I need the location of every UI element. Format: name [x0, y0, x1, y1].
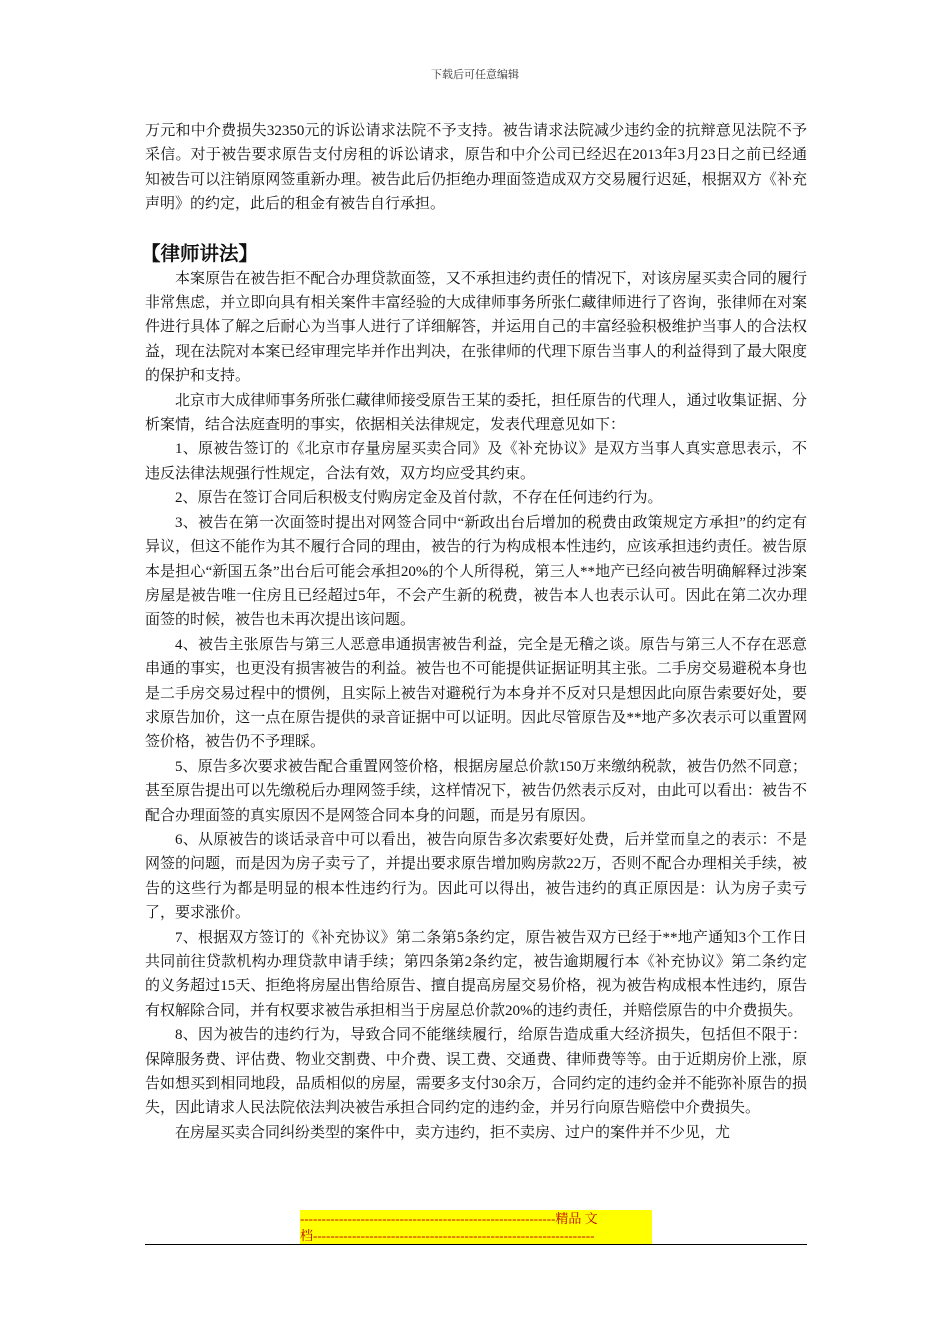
paragraph-point-5: 5、原告多次要求被告配合重置网签价格，根据房屋总价款150万来缴纳税款，被告仍然不同意；甚至原告提出可以先缴税后办理网签手续，这样情况下，被告仍然表示反对，由此可以看出：被告不配合办理面签的真实原因不是网签合同本身的问题，而是另有原因。	[145, 758, 807, 824]
paragraph-point-1: 1、原被告签订的《北京市存量房屋买卖合同》及《补充协议》是双方当事人真实意思表示，不违反法律法规强行性规定，合法有效，双方均应受其约束。	[145, 441, 807, 482]
footer-watermark	[300, 1210, 652, 1244]
paragraph-point-8: 8、因为被告的违约行为，导致合同不能继续履行，给原告造成重大经济损失，包括但不限于：保障服务费、评估费、物业交割费、中介费、误工费、交通费、律师费等等。由于近期房价上涨，原告如想买到相同地段，品质相似的房屋，需要多支付30余万，合同约定的违约金并不能弥补原告的损失，因此请求人民法院依法判决被告承担合同约定的违约金，并另行向原告赔偿中介费损失。	[145, 1027, 807, 1117]
section-title: 【律师讲法】	[141, 241, 259, 265]
paragraph-point-3: 3、被告在第一次面签时提出对网签合同中“新政出台后增加的税费由政策规定方承担”的约定有异议，但这不能作为其不履行合同的理由，被告的行为构成根本性违约，应该承担违约责任。被告原本是担心“新国五条”出台后可能会承担20%的个人所得税，第三人**地产已经向被告明确解释过涉案房屋是被告唯一住房且已经超过5年，不会产生新的税费，被告本人也表示认可。因此在第二次办理面签的时候，被告也未再次提出该问题。	[145, 514, 807, 629]
watermark-line-2: 档-----------------------------------------------------------------	[300, 1228, 595, 1243]
document-body	[141, 119, 807, 1145]
footer-divider	[145, 1244, 807, 1245]
page-header: 下载后可任意编辑	[431, 69, 519, 81]
intro-paragraph: 万元和中介费损失32350元的诉讼请求法院不予支持。被告请求法院减少违约金的抗辩意见法院不予采信。对于被告要求原告支付房租的诉讼请求，原告和中介公司已经迟在2013年3月23日之前已经通知被告可以注销原网签重新办理。被告此后仍拒绝办理面签造成双方交易履行迟延，根据双方《补充声明》的约定，此后的租金有被告自行承担。	[145, 123, 807, 213]
paragraph-point-6: 6、从原被告的谈话录音中可以看出，被告向原告多次索要好处费，后并堂而皇之的表示：不是网签的问题，而是因为房子卖亏了，并提出要求原告增加购房款22万，否则不配合办理相关手续，被告的这些行为都是明显的根本性违约行为。因此可以得出，被告违约的真正原因是：认为房子卖亏了，要求涨价。	[145, 831, 807, 922]
paragraph-point-7: 7、根据双方签订的《补充协议》第二条第5条约定，原告被告双方已经于**地产通知3个工作日共同前往贷款机构办理贷款申请手续；第四条第2条约定，被告逾期履行本《补充协议》第二条约定的义务超过15天、拒绝将房屋出售给原告、擅自提高房屋交易价格，视为被告构成根本性违约，原告有权解除合同，并有权要求被告承担相当于房屋总价款20%的违约责任，并赔偿原告的中介费损失。	[145, 929, 807, 1019]
paragraph-summary: 本案原告在被告拒不配合办理贷款面签，又不承担违约责任的情况下，对该房屋买卖合同的履行非常焦虑，并立即向具有相关案件丰富经验的大成律师事务所张仁藏律师进行了咨询，张律师在对案件进行具体了解之后耐心为当事人进行了详细解答，并运用自己的丰富经验积极维护当事人的合法权益，现在法院对本案已经审理完毕并作出判决，在张律师的代理下原告当事人的利益得到了最大限度的保护和支持。	[145, 270, 807, 385]
watermark-line-1: -----------------------------------------------------------精品 文	[300, 1211, 598, 1226]
paragraph-closing: 在房屋买卖合同纠纷类型的案件中，卖方违约，拒不卖房、过户的案件并不少见，尤	[175, 1124, 731, 1141]
paragraph-representation: 北京市大成律师事务所张仁藏律师接受原告王某的委托，担任原告的代理人，通过收集证据、分析案情，结合法庭查明的事实，依据相关法律规定，发表代理意见如下：	[145, 392, 807, 434]
paragraph-point-2: 2、原告在签订合同后积极支付购房定金及首付款，不存在任何违约行为。	[175, 490, 663, 507]
paragraph-point-4: 4、被告主张原告与第三人恶意串通损害被告利益，完全是无稽之谈。原告与第三人不存在恶意串通的事实，也更没有损害被告的利益。被告也不可能提供证据证明其主张。二手房交易避税本身也是二手房交易过程中的惯例，且实际上被告对避税行为本身并不反对只是想因此向原告索要好处，要求原告加价，这一点在原告提供的录音证据中可以证明。因此尽管原告及**地产多次表示可以重置网签价格，被告仍不予理睬。	[145, 636, 807, 751]
